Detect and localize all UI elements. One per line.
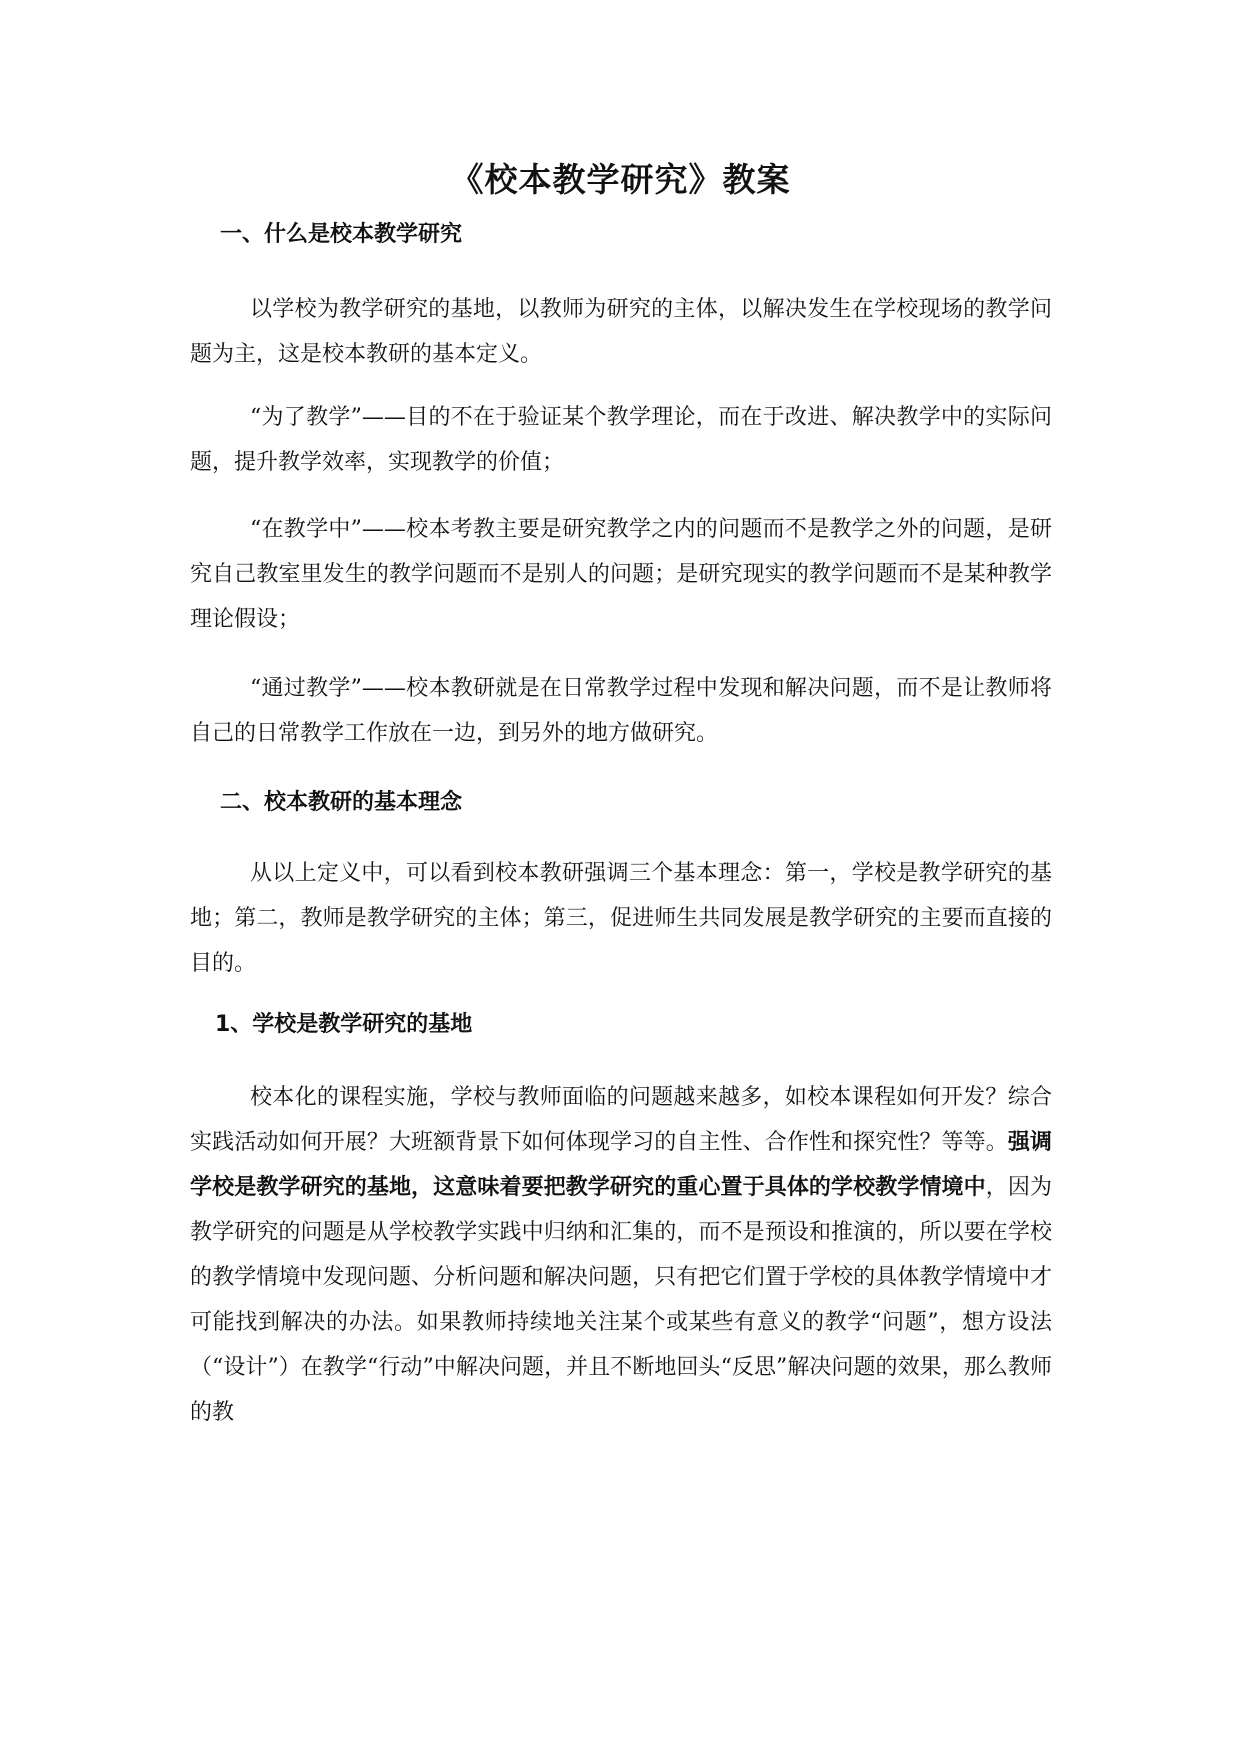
paragraph-concepts: 从以上定义中，可以看到校本教研强调三个基本理念：第一，学校是教学研究的基地；第二，教师是教学研究的主体；第三，促进师生共同发展是教学研究的主要而直接的目的。 xyxy=(190,861,1052,976)
paragraph-school-base xyxy=(190,1075,1052,1435)
paragraph-school-base-emphasis: 强调学校是教学研究的基地，这意味着要把教学研究的重心置于具体的学校教学情境中 xyxy=(190,1130,1052,1200)
paragraph-definition: 以学校为教学研究的基地，以教师为研究的主体，以解决发生在学校现场的教学问题为主，这是校本教研的基本定义。 xyxy=(190,297,1052,367)
paragraph-in-teaching: “在教学中”——校本考教主要是研究教学之内的问题而不是教学之外的问题，是研究自己教室里发生的教学问题而不是别人的问题；是研究现实的教学问题而不是某种教学理论假设； xyxy=(190,517,1052,632)
paragraph-for-teaching: “为了教学”——目的不在于验证某个教学理论，而在于改进、解决教学中的实际问题，提升教学效率，实现教学的价值； xyxy=(190,405,1052,475)
paragraph-through-teaching: “通过教学”——校本教研就是在日常教学过程中发现和解决问题，而不是让教师将自己的日常教学工作放在一边，到另外的地方做研究。 xyxy=(190,676,1052,746)
document-title: 《校本教学研究》教案 xyxy=(450,160,791,199)
section-heading-what-is: 一、什么是校本教学研究 xyxy=(220,222,463,247)
subsection-heading-school-base: 1、学校是教学研究的基地 xyxy=(215,1012,473,1037)
paragraph-school-base-part1: 校本化的课程实施，学校与教师面临的问题越来越多，如校本课程如何开发？综合实践活动如何开展？大班额背景下如何体现学习的自主性、合作性和探究性？等等。 xyxy=(190,1085,1052,1155)
section-heading-concepts: 二、校本教研的基本理念 xyxy=(220,790,463,815)
paragraph-school-base-part2: ，因为教学研究的问题是从学校教学实践中归纳和汇集的，而不是预设和推演的，所以要在学校的教学情境中发现问题、分析问题和解决问题，只有把它们置于学校的具体教学情境中才可能找到解决的办法。如果教师持续地关注某个或某些有意义的教学“问题”，想方设法（“设计”）在教学“行动”中解决问题，并且不断地回头“反思”解决问题的效果，那么教师的教 xyxy=(190,1175,1052,1425)
